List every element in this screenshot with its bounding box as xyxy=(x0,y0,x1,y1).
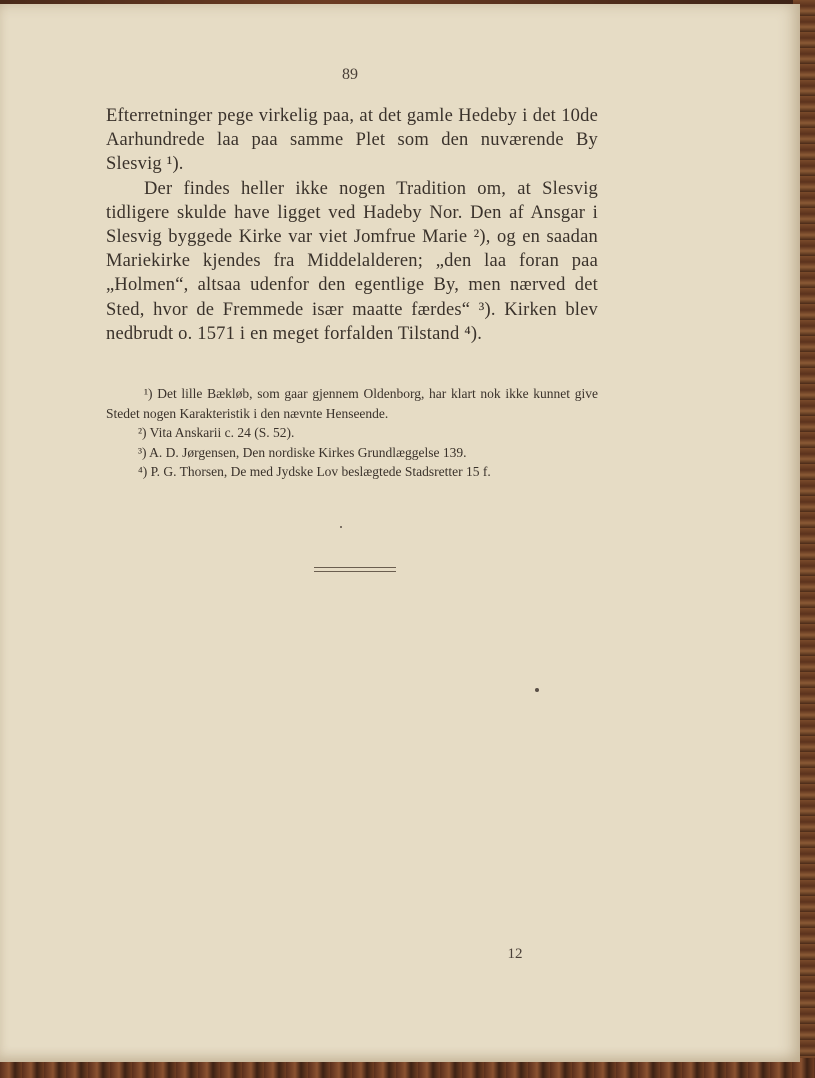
paragraph-1: Efterretninger pege virkelig paa, at det gamle Hedeby i det 10de Aarhundrede laa paa samme Plet som den nuværende By Slesvig ¹). xyxy=(106,106,598,175)
footnote-1: ¹) Det lille Bækløb, som gaar gjennem Oldenborg, har klart nok ikke kunnet give Stedet nogen Karakteristik i den nævnte Henseende. xyxy=(106,386,598,421)
ink-speck xyxy=(535,688,539,692)
footnote-2: ²) Vita Anskarii c. 24 (S. 52). xyxy=(138,425,295,440)
footnote-4: ⁴) P. G. Thorsen, De med Jydske Lov beslægtede Stadsretter 15 f. xyxy=(138,464,491,479)
end-rule-top xyxy=(314,567,396,568)
signature-mark: 12 xyxy=(507,946,523,962)
paragraph-2: Der findes heller ikke nogen Tradition om, at Slesvig tidligere skulde have ligget ved Hadeby Nor. Den af Ansgar i Slesvig byggede Kirke var viet Jomfrue Marie ²), og en saadan Mariekirke kjendes fra Middelalderen; „den laa foran paa „Holmen“, altsaa udenfor den egentlige By, men nærved det Sted, hvor de Fremmede især maatte færdes“ ³). Kirken blev nedbrudt o. 1571 i en meget forfalden Tilstand ⁴). xyxy=(106,178,598,344)
footnotes xyxy=(106,384,598,482)
end-rule-bottom xyxy=(314,571,396,572)
footnote-3: ³) A. D. Jørgensen, Den nordiske Kirkes Grundlæggelse 139. xyxy=(138,444,467,460)
book-page xyxy=(0,4,800,1062)
body-text xyxy=(106,104,598,346)
ink-speck xyxy=(340,526,342,528)
page-number: 89 xyxy=(342,66,358,83)
